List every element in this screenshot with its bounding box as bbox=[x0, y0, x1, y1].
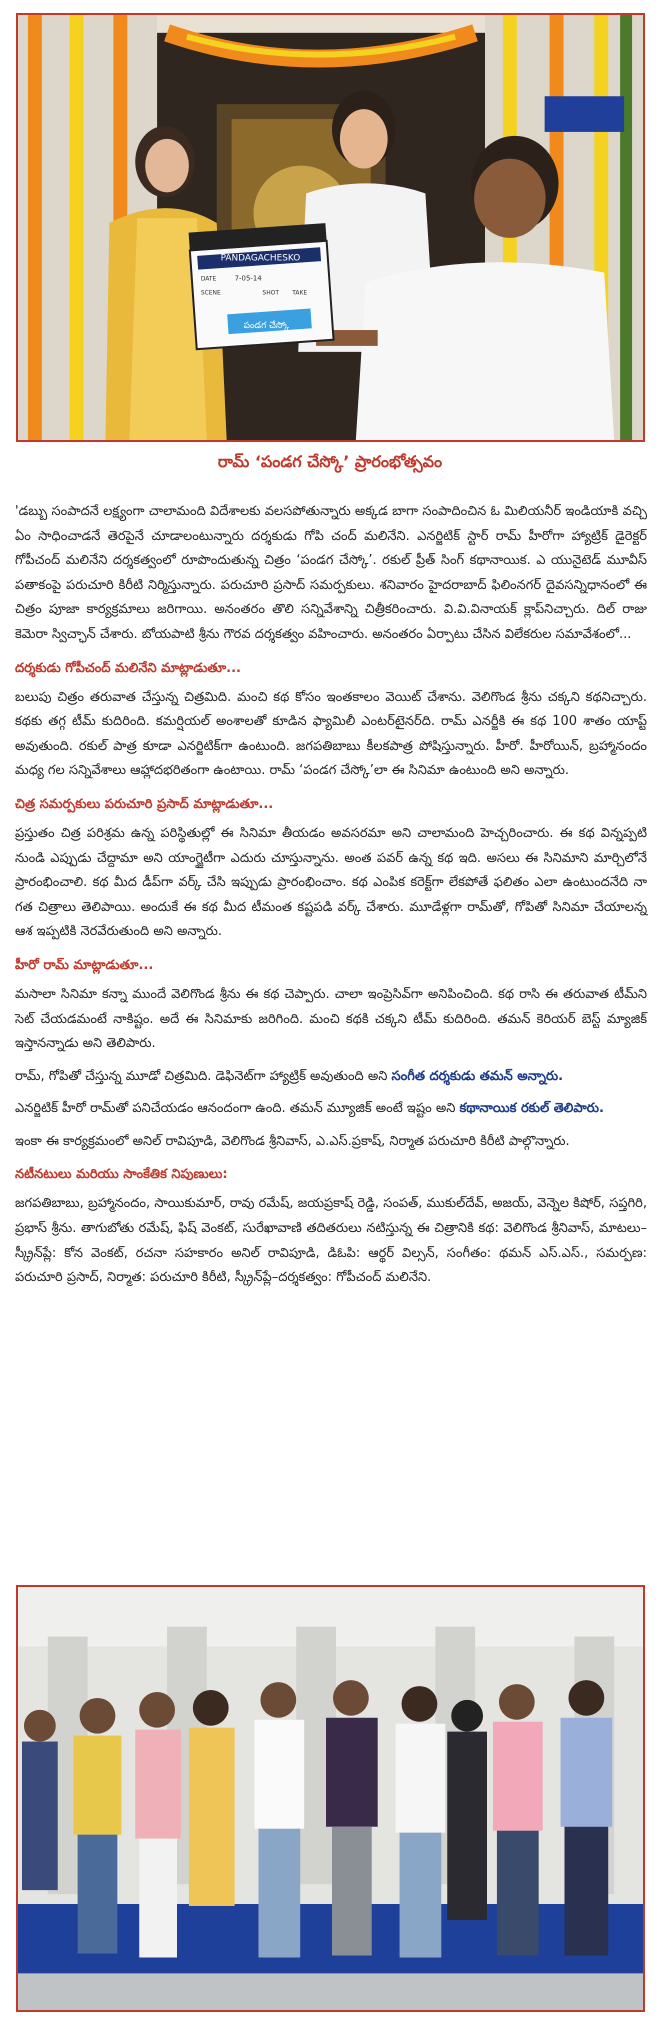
clapboard-title: PANDAGACHESKO bbox=[220, 253, 301, 264]
paragraph-director: బలుపు చిత్రం తరువాత చేస్తున్న చిత్రమిది. మంచి కథ కోసం ఇంతకాలం వెయిట్ చేశాను. వెలిగొండ శ్రీను చక్కని కథనిచ్చారు. కథకు తగ్గ టీమ్ కుదిరింది. కమర్షియల్ అంశాలతో కూడిన ఫ్యామిలీ ఎంటర్‌టైనర్‌ది. రామ్ ఎనర్జీకి ఈ కథ 100 శాతం యాప్ట్ అవుతుంది. రకుల్ పాత్ర కూడా ఎనర్జిటిక్‌గా ఉంటుంది. జగపతిబాబు కీలకపాత్ర పోషిస్తున్నారు. హీరో. హీరోయిన్, బ్రహ్మానందం మధ్య గల సన్నివేశాలు ఆహ్లాదభరితంగా ఉంటాయి. రామ్ ‘పండగ చేస్కో’లా ఈ సినిమా ఉంటుంది అని అన్నారు. bbox=[15, 689, 647, 779]
subheading-cast-crew: నటీనటులు మరియు సాంకేతిక నిపుణులు: bbox=[15, 1167, 228, 1183]
clapboard-slate-text: పండగ చేస్కో bbox=[243, 321, 290, 332]
team-group-photo bbox=[16, 1585, 645, 2012]
paragraph-hero: మసాలా సినిమా కన్నా ముందే వెలిగొండ శ్రీను ఈ కథ చెప్పారు. చాలా ఇంప్రెసివ్‌గా అనిపించింది. కథ రాసి ఈ తరువాత టీమ్‌ని సెట్ చేయడమంటే నాకిష్టం. అదే ఈ సినిమాకు జరిగింది. మంచి కథకి చక్కని టీమ్ కుదిరింది. తమన్ కెరియర్ బెస్ట్ మ్యాజిక్ ఇస్తానన్నాడు అని తెలిపారు. bbox=[15, 986, 647, 1052]
team-group-photo-art bbox=[18, 1587, 643, 2010]
launch-clap-photo bbox=[16, 13, 645, 442]
launch-clap-photo-art bbox=[18, 15, 643, 440]
paragraph-heroine-text: ఎనర్జిటిక్ హీరో రామ్‌తో పనిచేయడం ఆనందంగా ఉంది. తమన్ మ్యూజిక్ అంటే ఇష్టం అని bbox=[15, 1101, 460, 1117]
paragraph-presenter: ప్రస్తుతం చిత్ర పరిశ్రమ ఉన్న పరిస్థితుల్లో ఈ సినిమా తీయడం అవసరమా అని చాలామంది హెచ్చరించారు. ఈ కథ విన్నప్పటి నుండి ఎప్పుడు చేద్దామా అని యాంగ్జైటీగా ఎదురు చూస్తున్నాను. అంత పవర్ ఉన్న కథ ఇది. అసలు ఈ సినిమాని మార్చిలోనే ప్రారంభించాలి. కథ మీద డీప్‌గా వర్క్ చేసి ఇప్పుడు ప్రారంభించాం. కథ ఎంపిక కరెక్ట్‌గా లేకపోతే ఫలితం ఎలా ఉంటుందనేది నా గత చిత్రాలు తెలిపాయి. అందుకే ఈ కథ మీద టీమంత కష్టపడి వర్క్ చేశారు. మూడేళ్లగా రామ్‌తో, గోపితో సినిమా చేయాలన్న ఆశ ఇప్పటికి నెరవేరుతుంది అని అన్నారు. bbox=[15, 825, 647, 940]
paragraph-intro: 'డబ్బు సంపాదనే లక్ష్యంగా చాలామంది విదేశాలకు వలసపోతున్నారు అక్కడ బాగా సంపాదించిన ఓ మిలియనీర్ ఇండియాకి వచ్చి ఏం సాధించాడనే తెరపైనే చూడాలంటున్నారు దర్శకుడు గోపి చంద్ మలినేని. ఎనర్జిటిక్ స్టార్ రామ్ హీరోగా హ్యాట్రిక్ డైరెక్టర్ గోపీచంద్ మలినేని దర్శకత్వంలో రూపొందుతున్న చిత్రం ‘పండగ చేస్కో’. రకుల్ ప్రీత్ సింగ్ కథానాయిక. ఎ యునైటెడ్ మూవీస్ పతాకంపై పరుచూరి కిరీటి నిర్మిస్తున్నారు. పరుచూరి ప్రసాద్ సమర్పకులు. శనివారం హైదరాబాద్ ఫిలింనగర్ దైవసన్నిధానంలో ఈ చిత్రం పూజా కార్యక్రమాలు జరిగాయి. అనంతరం తొలి సన్నివేశాన్ని చిత్రీకరించారు. వి.వి.వినాయక్ క్లాప్‌నిచ్చారు. దిల్ రాజు కెమెరా స్విచ్ఛాన్ చేశారు. బోయపాటి శ్రీను గౌరవ దర్శకత్వం వహించారు. అనంతరం ఏర్పాటు చేసిన విలేకరుల సమావేశంలో... bbox=[15, 504, 647, 642]
subheading-presenter: చిత్ర సమర్పకులు పరుచూరి ప్రసాద్ మాట్లాడుతూ... bbox=[15, 796, 274, 812]
article-body bbox=[15, 500, 647, 1299]
article-headline: రామ్ ‘పండగ చేస్కో’ ప్రారంభోత్సవం bbox=[217, 452, 443, 471]
clapboard-field-date: DATE bbox=[200, 275, 217, 283]
paragraph-heroine bbox=[15, 1097, 647, 1122]
paragraph-music-highlight: సంగీత దర్శకుడు తమన్ అన్నారు. bbox=[391, 1068, 564, 1084]
subheading-hero: హీరో రామ్ మాట్లాడుతూ... bbox=[15, 957, 154, 973]
clapboard-field-scene: SCENE bbox=[200, 289, 221, 297]
paragraph-music-text: రామ్, గోపితో చేస్తున్న మూడో చిత్రమిది. డెఫినెట్‌గా హ్యాట్రిక్ అవుతుంది అని bbox=[15, 1068, 392, 1084]
paragraph-cast-crew: జగపతిబాబు, బ్రహ్మానందం, సాయికుమార్, రావు రమేష్, జయప్రకాష్ రెడ్డి, సంపత్, ముకుల్‌దేవ్, అజయ్, వెన్నెల కిషోర్, సప్తగిరి, ప్రభాస్ శ్రీను. తాగుబోతు రమేష్, ఫిష్ వెంకట్, సురేఖావాణి తదితరులు నటిస్తున్న ఈ చిత్రానికి కథ: వెలిగొండ శ్రీనివాస్, మాటలు–స్క్రీన్‌ప్లే: కోన వెంకట్, రచనా సహకారం అనిల్ రావిపూడి, డిఓపి: ఆర్థర్ విల్సన్, సంగీతం: థమన్ ఎస్.ఎస్., సమర్పణ: పరుచూరి ప్రసాద్, నిర్మాత: పరుచూరి కిరీటి, స్క్రీన్‌ప్లే–దర్శకత్వం: గోపీచంద్ మలినేని. bbox=[15, 1196, 647, 1286]
subheading-director: దర్శకుడు గోపీచంద్ మలినేని మాట్లాడుతూ... bbox=[15, 660, 241, 676]
clapboard-field-take: TAKE bbox=[292, 289, 308, 297]
paragraph-attendees: ఇంకా ఈ కార్యక్రమంలో అనిల్ రావిపూడి, వెలిగొండ శ్రీనివాస్, ఎ.ఎస్.ప్రకాష్, నిర్మాత పరుచూరి కిరీటి పాల్గొన్నారు. bbox=[15, 1133, 570, 1149]
clapboard-date-value: 7-05-14 bbox=[234, 274, 262, 283]
paragraph-heroine-highlight: కథానాయిక రకుల్ తెలిపారు. bbox=[459, 1101, 604, 1117]
clapboard-field-shot: SHOT bbox=[262, 289, 280, 297]
paragraph-music-director bbox=[15, 1065, 647, 1090]
